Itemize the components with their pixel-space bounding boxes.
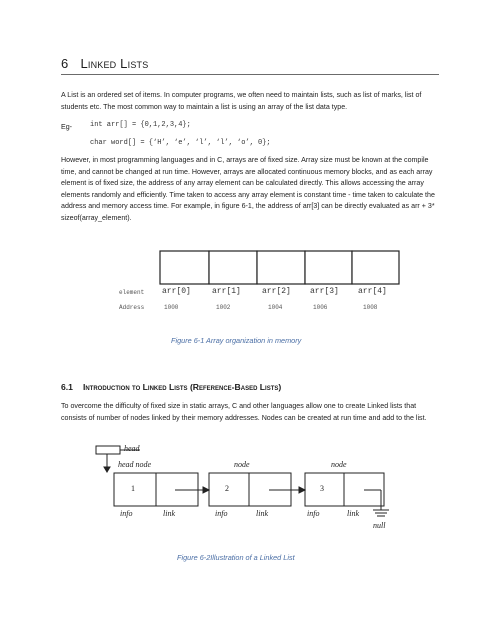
element-label-0: arr[0] — [162, 287, 191, 296]
node2-value: 2 — [225, 484, 229, 493]
chapter-number: 6 — [61, 56, 69, 71]
head-pointer-box — [96, 446, 120, 454]
code-line-char-array: char word[] = {‘H’, ‘e’, ‘l’, ‘l’, ‘o’, 0}; — [90, 139, 271, 147]
node2-info — [209, 473, 249, 506]
null-label: null — [373, 521, 386, 530]
example-label: Eg- — [61, 123, 73, 131]
address-row-label: Address — [119, 304, 145, 311]
array-cell-3 — [305, 251, 352, 284]
address-value-2: 1004 — [268, 304, 283, 311]
array-cell-4 — [352, 251, 399, 284]
array-cell-0 — [160, 251, 209, 284]
head-label: head — [124, 444, 140, 453]
element-label-3: arr[3] — [310, 287, 339, 296]
section-title: Introduction to Linked Lists (Reference-Based Lists) — [82, 382, 282, 392]
array-cell-1 — [209, 251, 257, 284]
address-value-1: 1002 — [216, 304, 231, 311]
arrays-paragraph: However, in most programming languages and in C, arrays are of fixed size. Array size must be known at the compile time, and cannot be changed at run time. However, arrays are allocated continuous memory blocks, and as each array element is of fixed size, the address of any array element can be calculated directly. This allows accessing the array elements randomly and efficiently. Time taken to access any array element is constant time - time taken to calculate the address and memory access time. For example, in figure 6-1, the address of arr[3] can be directly evaluated as arr + 3* sizeof(array_element). — [61, 156, 435, 222]
node1-info — [114, 473, 156, 506]
node3-value: 3 — [320, 484, 324, 493]
node2-info-label: info — [215, 509, 228, 518]
address-value-4: 1008 — [363, 304, 378, 311]
section-heading — [61, 382, 281, 392]
array-cell-2 — [257, 251, 305, 284]
array-figure — [160, 251, 399, 284]
section-number: 6.1 — [61, 382, 73, 392]
chapter-title: Linked Lists — [80, 56, 149, 71]
node1-value: 1 — [131, 484, 135, 493]
node-label-3: node — [331, 460, 347, 469]
node3-info — [305, 473, 344, 506]
linked-list-paragraph: To overcome the difficulty of fixed size in static arrays, C and other languages allow one to create Linked lists that consists of number of nodes linked by their memory addresses. Nodes can be created at run time and add to the list. — [61, 402, 427, 422]
node-label-2: node — [234, 460, 250, 469]
element-label-2: arr[2] — [262, 287, 291, 296]
node3-link-label: link — [347, 509, 359, 518]
head-arrow-tip — [104, 467, 110, 472]
address-value-3: 1006 — [313, 304, 328, 311]
node1-link-label: link — [163, 509, 175, 518]
figure-6-1-caption: Figure 6-1 Array organization in memory — [171, 336, 302, 345]
intro-paragraph: A List is an ordered set of items. In computer programs, we often need to maintain lists, such as list of marks, list of students etc. The most common way to maintain a list is using an array of the list data type. — [61, 91, 422, 111]
figure-6-2-caption: Figure 6-2Illustration of a Linked List — [177, 553, 295, 562]
node3-info-label: info — [307, 509, 320, 518]
arrow-2-3 — [299, 487, 305, 493]
element-label-1: arr[1] — [212, 287, 241, 296]
linked-list-figure — [96, 446, 389, 516]
element-label-4: arr[4] — [358, 287, 387, 296]
address-value-0: 1000 — [164, 304, 179, 311]
node1-info-label: info — [120, 509, 133, 518]
element-row-label: element — [119, 289, 145, 296]
head-node-label: head node — [118, 460, 152, 469]
code-line-int-array: int arr[] = {0,1,2,3,4}; — [90, 121, 191, 129]
node2-link-label: link — [256, 509, 268, 518]
arrow-1-2 — [203, 487, 209, 493]
